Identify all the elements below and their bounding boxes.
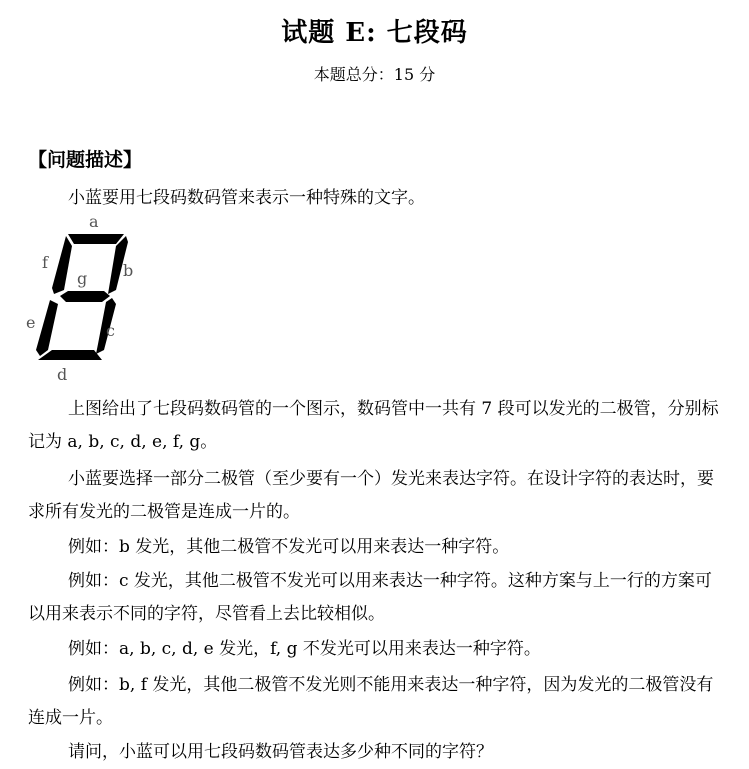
paragraph-example-b: 例如：b 发光，其他二极管不发光可以用来表达一种字符。 [68,537,510,557]
segment-g [60,291,110,302]
paragraph-description: 上图给出了七段码数码管的一个图示，数码管中一共有 7 段可以发光的二极管，分别标记为 a, b, c, d, e, f, g。 [28,399,719,452]
paragraph-example-c: 例如：c 发光，其他二极管不发光可以用来表达一种字符。这种方案与上一行的方案可以用来表示不同的字符，尽管看上去比较相似。 [28,571,712,624]
label-a: a [89,212,99,231]
section-heading: 【问题描述】 [28,149,143,171]
segment-d [38,350,102,360]
problem-score: 本题总分：15 分 [313,65,436,84]
label-e: e [26,313,36,332]
label-d: d [57,365,68,384]
segment-e [36,300,58,356]
label-c: c [106,321,115,340]
paragraph-rule: 小蓝要选择一部分二极管（至少要有一个）发光来表达字符。在设计字符的表达时，要求所有发光的二极管是连成一片的。 [28,469,714,522]
label-f: f [42,253,48,272]
seven-segment-diagram [24,210,144,385]
paragraph-example-abcde: 例如：a, b, c, d, e 发光，f, g 不发光可以用来表达一种字符。 [68,639,541,659]
label-b: b [123,261,134,280]
paragraph-question: 请问，小蓝可以用七段码数码管表达多少种不同的字符？ [68,742,493,762]
paragraph-example-bf: 例如：b, f 发光，其他二极管不发光则不能用来表达一种字符，因为发光的二极管没有连成一片。 [28,675,714,728]
label-g: g [77,269,88,288]
segment-a [68,234,124,244]
problem-title: 试题 E: 七段码 [281,18,468,48]
paragraph-intro: 小蓝要用七段码数码管来表示一种特殊的文字。 [68,188,425,208]
segment-f [52,236,72,294]
